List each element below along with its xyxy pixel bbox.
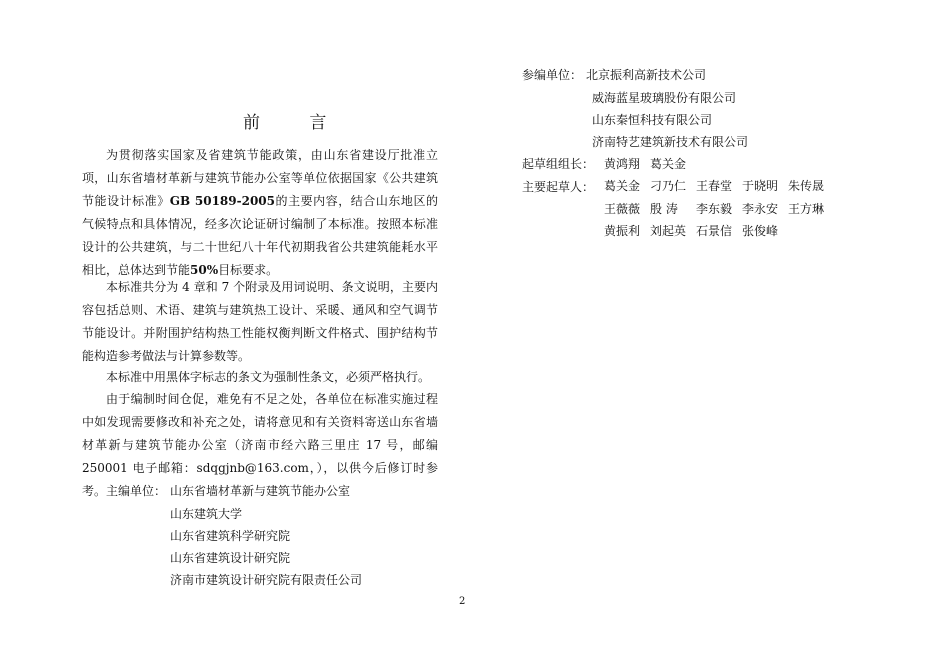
drafters-row bbox=[604, 176, 834, 196]
drafter-name: 刘起英 bbox=[650, 224, 687, 238]
chief-unit: 济南市建筑设计研究院有限责任公司 bbox=[170, 573, 363, 587]
drafting-leader-label: 起草组组长： bbox=[522, 157, 595, 171]
drafter-name: 黄振利 bbox=[604, 224, 641, 238]
standard-code: GB 50189-2005 bbox=[169, 194, 275, 208]
drafter-name: 殷 涛 bbox=[650, 202, 678, 216]
participant-unit: 北京振利高新技术公司 bbox=[586, 68, 707, 82]
para4-text: 由于编制时间仓促，难免有不足之处，各单位在标准实施过程中如发现需要修改和补充之处，请将意见和有关资料寄送山东省墙材革新与建筑节能办公室（济南市经六路三里庄 17 号，邮编 250001 电子邮箱：sdqgjnb@163.com，），以供今后修订时参考。 bbox=[82, 392, 438, 498]
drafter-name: 李永安 bbox=[742, 202, 779, 216]
drafter-name: 刁乃仁 bbox=[650, 179, 687, 193]
drafter-name: 李东毅 bbox=[696, 202, 733, 216]
foreword-paragraph-1 bbox=[82, 144, 438, 282]
chief-unit: 山东省墙材革新与建筑节能办公室 bbox=[170, 484, 351, 498]
page-heading: 前 言 bbox=[243, 113, 349, 133]
para3-text: 本标准中用黑体字标志的条文为强制性条文，必须严格执行。 bbox=[106, 370, 431, 384]
drafter-name: 葛关金 bbox=[604, 179, 641, 193]
participant-unit: 济南特艺建筑新技术有限公司 bbox=[592, 135, 749, 149]
foreword-paragraph-3 bbox=[82, 366, 438, 389]
drafter-name: 王方琳 bbox=[788, 202, 825, 216]
drafting-leader: 葛关金 bbox=[650, 157, 687, 171]
drafters-row bbox=[604, 221, 788, 241]
chief-unit: 山东省建筑科学研究院 bbox=[170, 529, 291, 543]
main-drafters-label: 主要起草人： bbox=[522, 180, 595, 194]
participant-unit: 威海蓝星玻璃股份有限公司 bbox=[592, 91, 737, 105]
drafter-name: 张俊峰 bbox=[742, 224, 779, 238]
drafter-name: 王薇薇 bbox=[604, 202, 641, 216]
chief-unit: 山东省建筑设计研究院 bbox=[170, 551, 291, 565]
drafter-name: 石景信 bbox=[696, 224, 733, 238]
drafters-row bbox=[604, 199, 834, 219]
participant-label: 参编单位： bbox=[522, 68, 583, 82]
para1-text-a: 为贯彻落实国家及省建筑节能政策，由山东省建设厅批准立项，山东省墙材革新与建筑节能办公室等单位依据国家《公共建筑节能设计标准》 bbox=[82, 148, 438, 208]
saving-target: 50% bbox=[190, 263, 219, 277]
para2-text: 本标准共分为 4 章和 7 个附录及用词说明、条文说明，主要内容包括总则、术语、建筑与建筑热工设计、采暖、通风和空气调节节能设计。并附围护结构热工性能权衡判断文件格式、围护结构节能构造参考做法与计算参数等。 bbox=[82, 280, 438, 363]
drafting-leader: 黄鸿翔 bbox=[604, 157, 641, 171]
participant-unit: 山东秦恒科技有限公司 bbox=[592, 113, 713, 127]
para1-text-e: 目标要求。 bbox=[218, 263, 279, 277]
drafter-name: 王春堂 bbox=[696, 179, 733, 193]
para1-text-c: 的主要内容，结合山东地区的气候特点和具体情况，经多次论证研讨编制了本标准。按照本标准设计的公共建筑，与二十世纪八十年代初期我省公共建筑能耗水平相比，总体达到节能 bbox=[82, 194, 438, 277]
drafter-name: 朱传晟 bbox=[788, 179, 825, 193]
chief-unit: 山东建筑大学 bbox=[170, 507, 243, 521]
drafter-name: 于晓明 bbox=[742, 179, 779, 193]
chief-editor-label: 主编单位： bbox=[106, 484, 167, 498]
page-number: 2 bbox=[459, 596, 466, 607]
foreword-paragraph-2 bbox=[82, 276, 438, 368]
